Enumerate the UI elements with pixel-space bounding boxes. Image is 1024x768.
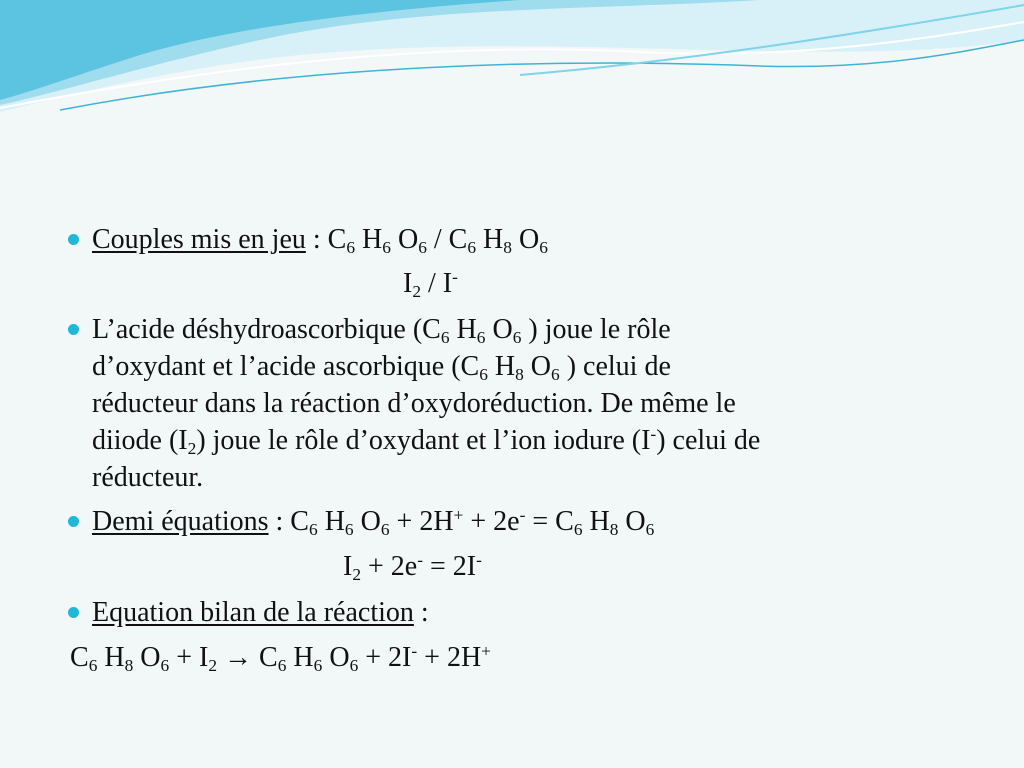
demi-equations-label: Demi équations [92, 506, 269, 537]
paragraph-line-3: réducteur dans la réaction d’oxydoréduction. De même le [92, 388, 736, 419]
bullet-demi-equations: Demi équations : $C_6$ $H_6$ $O_6 + 2H^+ + 2e^- = C_6$ $H_8$ $O_6$ [92, 505, 655, 539]
bullet-dot [68, 234, 79, 245]
header-wave-decoration [0, 0, 1024, 130]
reaction-arrow: → C [217, 642, 278, 673]
paragraph-line-4: diiode $(I_2)$ joue le rôle d’oxydant et l’ion iodure (I-) celui de [92, 424, 761, 458]
bullet-dot [68, 324, 79, 335]
couple-iodine: $I_2 / I^-$ [403, 267, 458, 301]
bullet-dot [68, 607, 79, 618]
global-equation: $C_6$ $H_8$ $O_6 + I_2 \to C_6$ $H_6$ $O_6 + 2I^- + 2H^+$ [70, 641, 491, 675]
bullet-dot [68, 516, 79, 527]
paragraph-line-2: d’oxydant et l’acide ascorbique ($C_6$ $H_8$ $O_6$ ) celui de [92, 351, 671, 384]
couples-label: Couples mis en jeu [92, 224, 306, 255]
paragraph-line-5: réducteur. [92, 462, 204, 493]
bullet-equation-bilan: Equation bilan de la réaction : [92, 597, 429, 628]
bullet-couples: Couples mis en jeu : $C_6$ $H_6$ $O_6 / C_6$ $H_8$ $O_6$ [92, 224, 548, 257]
equation-bilan-label: Equation bilan de la réaction [92, 597, 414, 628]
half-equation-iodine: $I_2 + 2e^- = 2I^-$ [343, 550, 482, 584]
paragraph-line-1: L’acide déshydroascorbique ($C_6$ $H_6$ $O_6$ ) joue le rôle [92, 314, 671, 347]
